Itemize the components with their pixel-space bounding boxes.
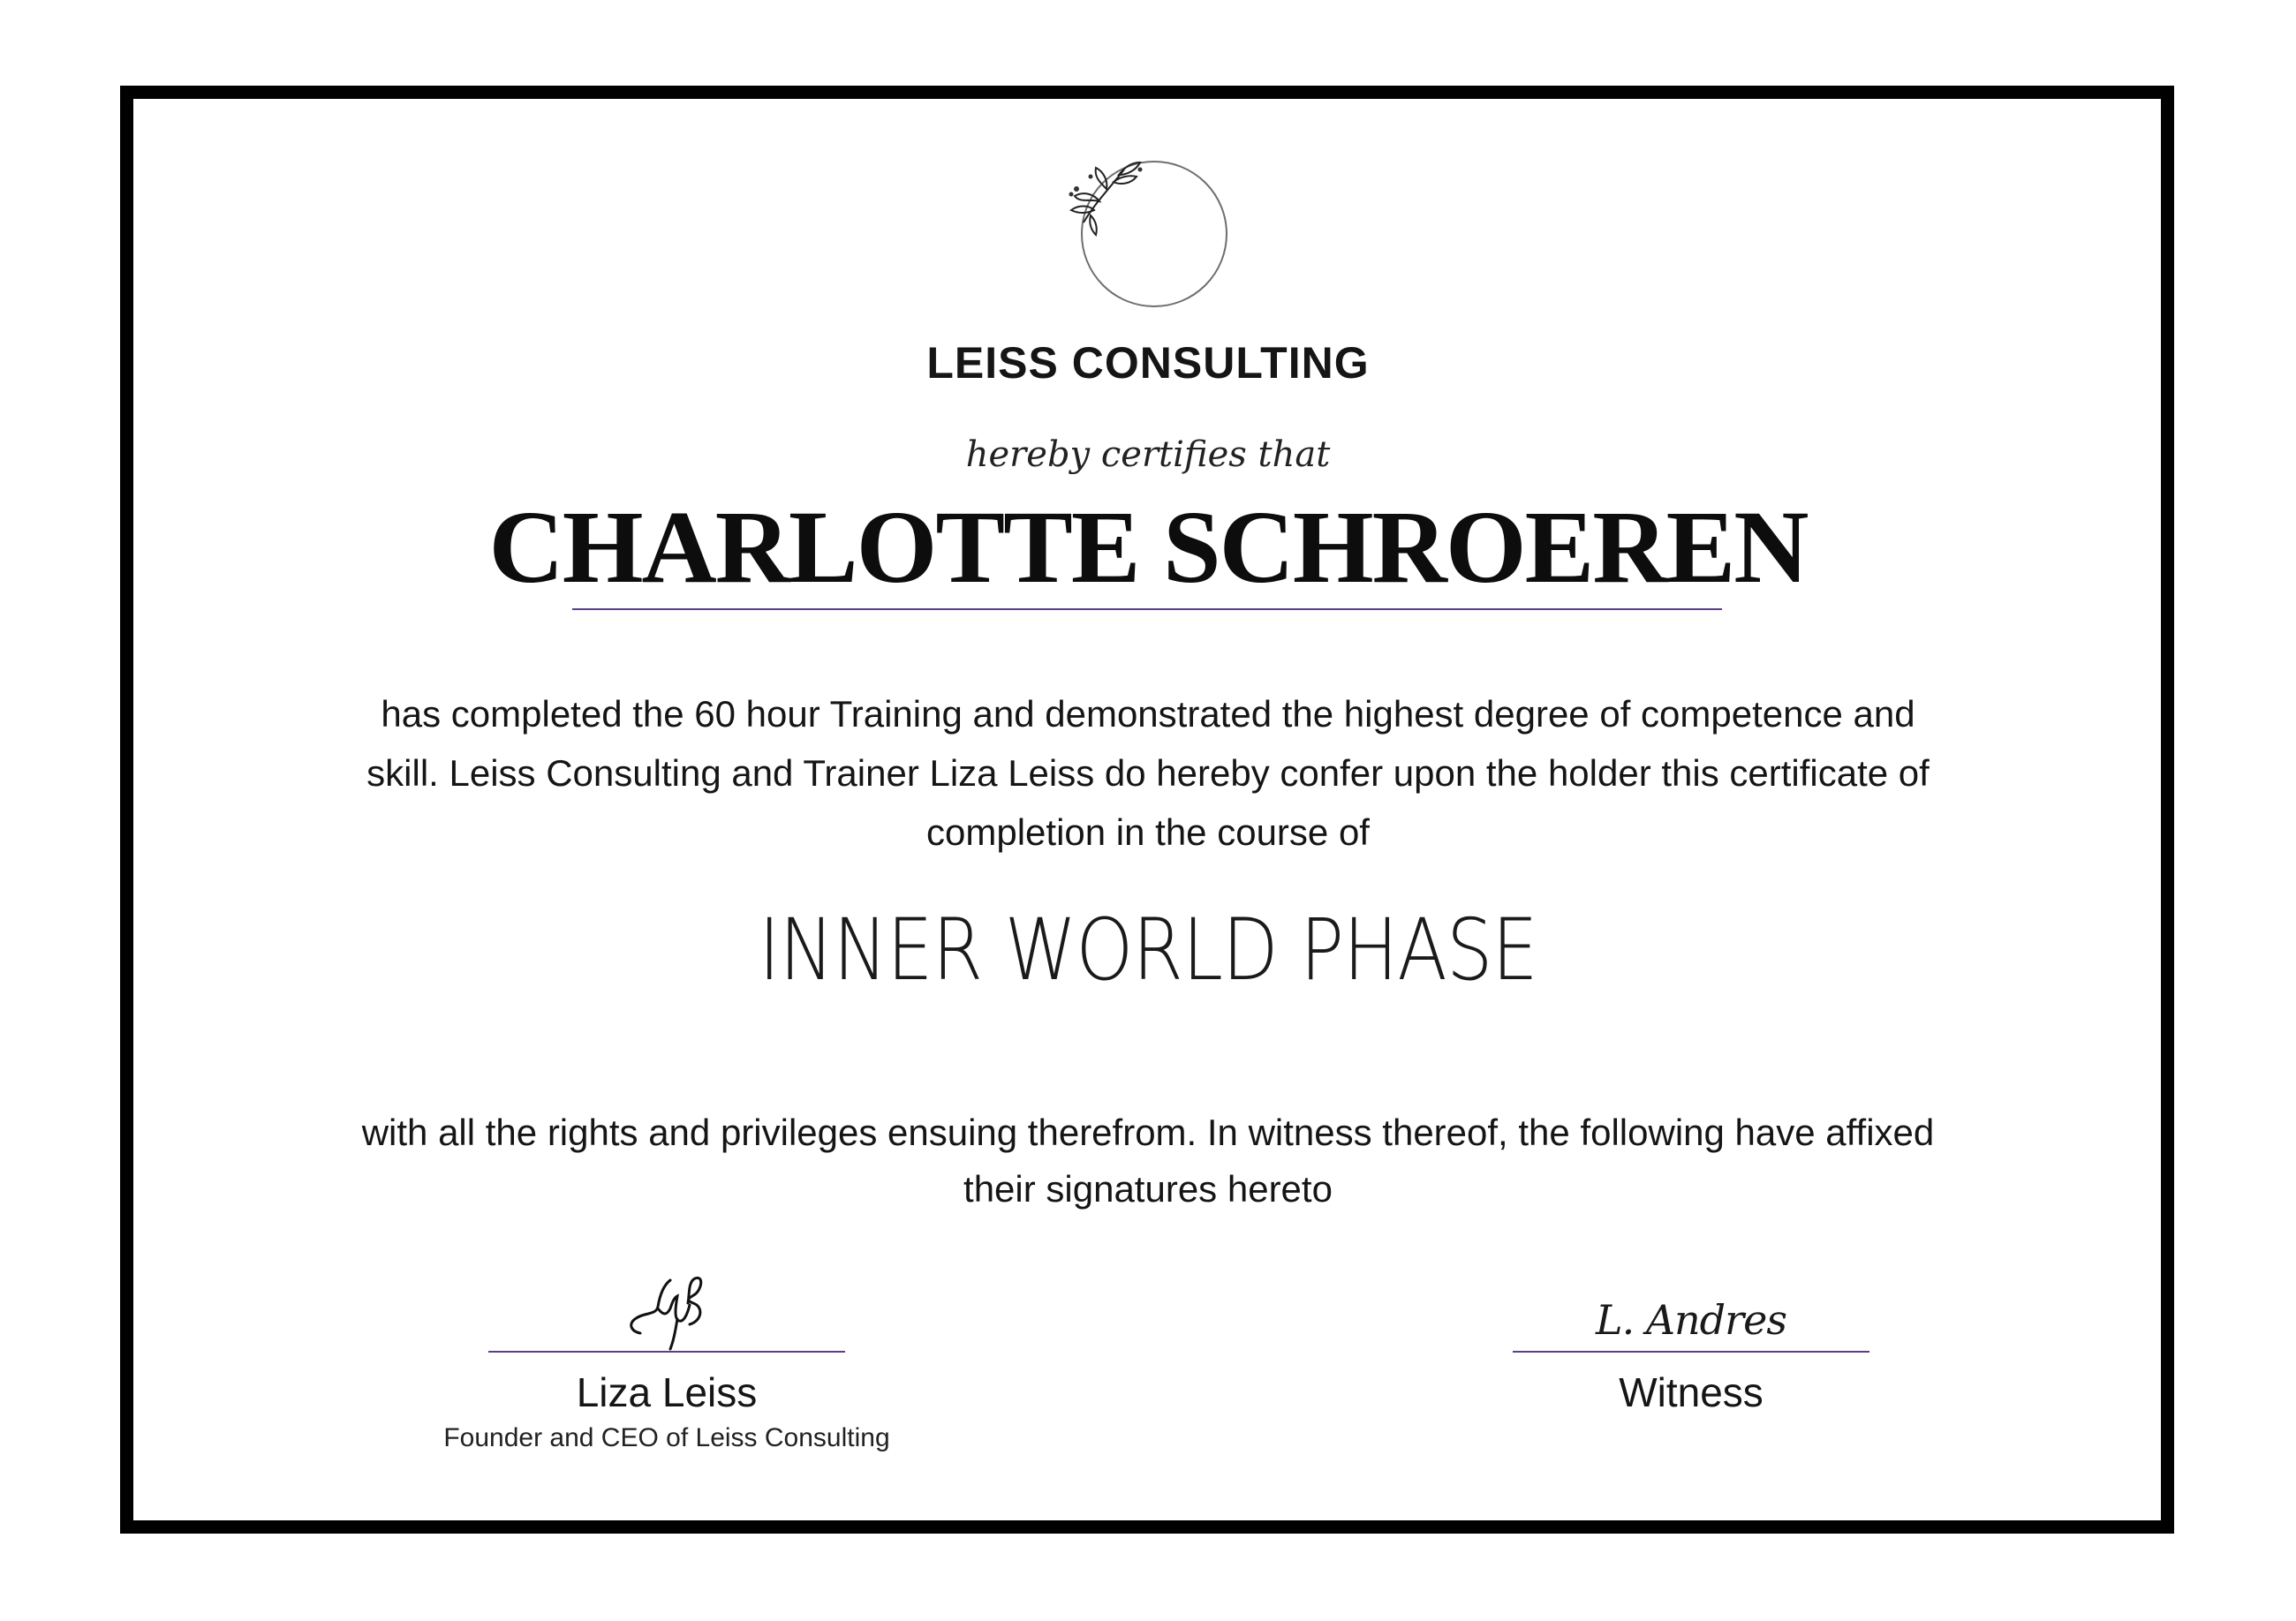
witness-signature-line — [1513, 1351, 1869, 1353]
witness-label: Witness — [1619, 1369, 1764, 1415]
recipient-underline — [572, 608, 1722, 610]
floral-circle-icon — [1055, 150, 1250, 318]
witness-signature-block — [1426, 1254, 1956, 1416]
founder-signature-block — [402, 1254, 932, 1453]
recipient-name: CHARLOTTE SCHROEREN — [488, 489, 1808, 605]
certificate-body: has completed the 60 hour Training and demonstrated the highest degree of competence and skill. Leiss Consulting and Trainer Liza Leiss do hereby confer upon the holder this certificate of completion in the course of — [366, 693, 1930, 853]
founder-signature-line — [488, 1351, 845, 1353]
organization-name: LEISS CONSULTING — [926, 338, 1370, 388]
closing-statement: with all the rights and privileges ensuing therefrom. In witness thereof, the following have affixed their signatures hereto — [361, 1112, 1935, 1210]
founder-name: Liza Leiss — [576, 1369, 758, 1415]
certifies-intro: hereby certifies that — [965, 434, 1331, 475]
course-title: INNER WORLD PHASE — [759, 901, 1537, 999]
founder-title: Founder and CEO of Leiss Consulting — [443, 1423, 890, 1452]
witness-signature: L. Andres — [1596, 1296, 1786, 1344]
founder-signature-icon — [578, 1254, 755, 1351]
